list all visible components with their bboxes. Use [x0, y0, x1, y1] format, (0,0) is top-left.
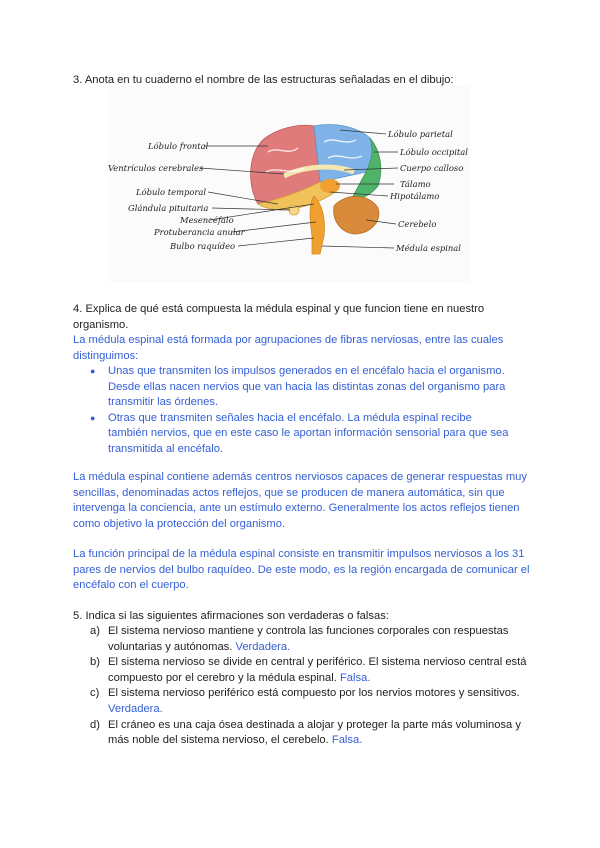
- q5-item-b: [90, 655, 530, 686]
- label-lobulo-occipital: Lóbulo occipital: [400, 147, 468, 157]
- q3-text: 3. Anota en tu cuaderno el nombre de las estructuras señaladas en el dibujo:: [73, 74, 454, 86]
- q4-paragraph-3: La función principal de la médula espinal consiste en transmitir impulsos nerviosos a los 31 pares de nervios del bulbo raquídeo. De este modo, es la región encargada de comunicar el encéfalo con el cuerpo.: [73, 548, 530, 592]
- q5-item-marker: a): [90, 625, 100, 637]
- label-ventriculos-cerebrales: Ventrículos cerebrales: [108, 163, 204, 173]
- label-lobulo-temporal: Lóbulo temporal: [136, 187, 207, 197]
- label-hipotalamo: Hipotálamo: [390, 191, 440, 201]
- label-lobulo-parietal: Lóbulo parietal: [388, 129, 453, 139]
- label-lobulo-frontal: Lóbulo frontal: [148, 141, 209, 151]
- label-protuberancia-anular: Protuberancia anular: [154, 227, 245, 237]
- q5-item-answer: Falsa.: [339, 671, 371, 684]
- label-cerebelo: Cerebelo: [398, 219, 437, 229]
- q5-item-answer: Falsa.: [331, 734, 363, 747]
- q5-item-text: El sistema nervioso periférico está compuesto por los nervios motores y sensitivos.: [108, 687, 520, 700]
- q4-intro: La médula espinal está formada por agrupaciones de fibras nerviosas, entre las cuales distinguimos:: [73, 334, 504, 362]
- q5-item-d: [90, 718, 530, 749]
- thalamus-shape: [320, 179, 340, 193]
- q5-item-answer: Verdadera.: [235, 640, 291, 653]
- q5-item-a: [90, 624, 530, 655]
- q5-item-c: [90, 686, 530, 717]
- q5-item-marker: d): [90, 718, 100, 731]
- q4-paragraph-2: La médula espinal contiene además centros nerviosos capaces de generar respuestas muy sencillas, denominadas actos reflejos, que se producen de manera automática, sin que intervenga la conciencia, ante un estímulo externo. Generalmente los actos reflejos tienen como objetivo la protección del organismo.: [73, 471, 527, 530]
- q5-item-text: El sistema nervioso se divide en central y periférico. El sistema nervioso central está compuesto por el cerebro y la médula espinal.: [108, 656, 527, 684]
- brain-diagram: [108, 86, 470, 282]
- q5-item-text: El sistema nervioso mantiene y controla las funciones corporales con respuestas voluntarias y autónomas.: [108, 625, 509, 653]
- q4-bullet-2: ● Otras que transmiten señales hacia el encéfalo. La médula espinal recibe también nervios, que en este caso le aportan información sensorial para que sea transmitida al encéfalo.: [90, 411, 510, 458]
- q4-bullet-1: ● Unas que transmiten los impulsos generados en el encéfalo hacia el organismo. Desde ellas nacen nervios que van hacia las distintas zonas del organismo para transmitir las órdenes.: [90, 364, 510, 411]
- q5-question: 5. Indica si las siguientes afirmaciones son verdaderas o falsas:: [73, 610, 389, 622]
- q5-item-marker: b): [90, 656, 100, 669]
- label-bulbo-raquideo: Bulbo raquídeo: [170, 241, 236, 251]
- label-medula-espinal: Médula espinal: [396, 243, 461, 253]
- label-mesencefalo: Mesencéfalo: [180, 215, 234, 225]
- q4-bullet-list: [90, 364, 510, 458]
- q4-question: 4. Explica de qué está compuesta la médula espinal y que funcion tiene en nuestro organismo.: [73, 303, 485, 331]
- q5-item-marker: c): [90, 687, 100, 700]
- q5-item-answer: Verdadera.: [108, 702, 163, 715]
- label-cuerpo-calloso: Cuerpo calloso: [400, 163, 464, 173]
- label-glandula-pituitaria: Glándula pituitaria: [128, 203, 209, 213]
- label-talamo: Tálamo: [400, 179, 431, 189]
- q5-list: [90, 624, 530, 749]
- q5-item-text: El cráneo es una caja ósea destinada a alojar y proteger la parte más voluminosa y más noble del sistema nervioso, el cerebelo.: [108, 718, 521, 747]
